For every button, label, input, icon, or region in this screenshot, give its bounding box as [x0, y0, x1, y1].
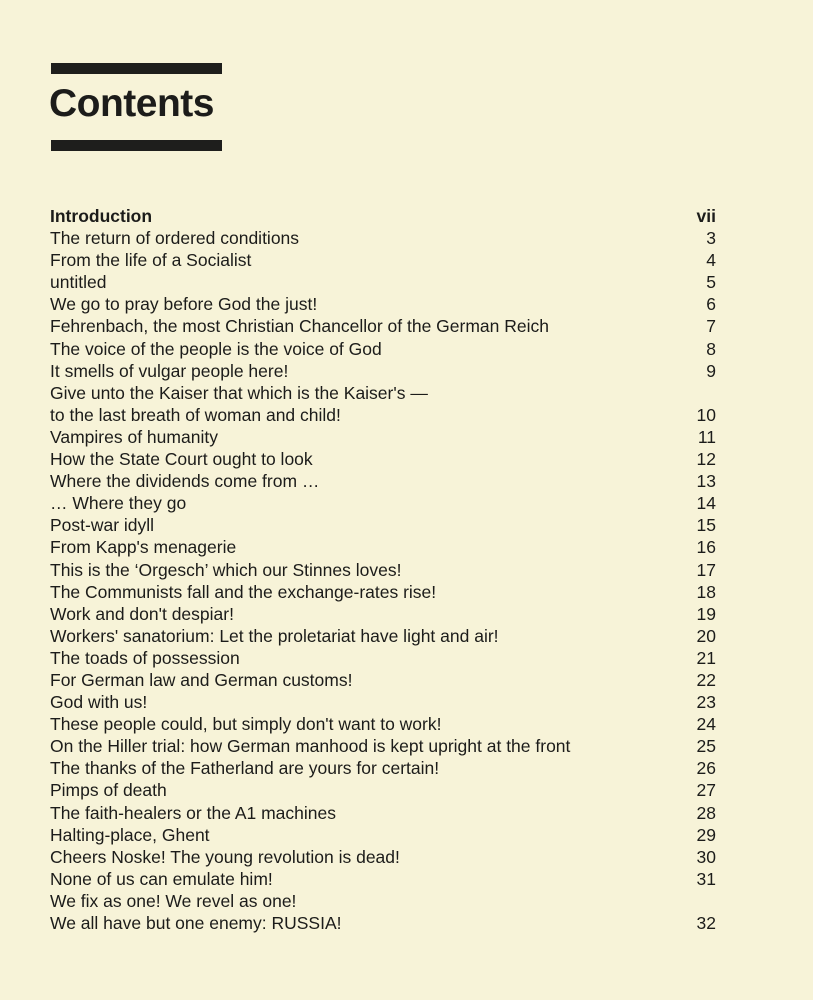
toc-entry-page-number: 28: [696, 802, 716, 823]
toc-entry: [50, 227, 716, 249]
toc-entry-title: Fehrenbach, the most Christian Chancellor of the German Reich: [50, 316, 549, 337]
toc-entry: [50, 492, 716, 514]
toc-entry-title: Work and don't despiar!: [50, 603, 234, 624]
page-title: Contents: [49, 82, 214, 125]
toc-entry: [50, 912, 716, 934]
toc-entry-page-number: 4: [706, 250, 716, 271]
toc-entry-title: These people could, but simply don't want to work!: [50, 714, 442, 735]
toc-entry-title: We go to pray before God the just!: [50, 294, 318, 315]
toc-entry-title: It smells of vulgar people here!: [50, 360, 289, 381]
toc-entry-title: Post-war idyll: [50, 515, 155, 536]
toc-entry: [50, 581, 716, 603]
toc-entry-title: On the Hiller trial: how German manhood is kept upright at the front: [50, 736, 571, 757]
heading-rule-top: [51, 63, 222, 74]
toc-entry-title: From Kapp's menagerie: [50, 537, 237, 558]
toc-entry: [50, 868, 716, 890]
toc-entry-title: The toads of possession: [50, 647, 240, 668]
toc-entry: [50, 846, 716, 868]
toc-entry: [50, 824, 716, 846]
toc-entry: [50, 470, 716, 492]
toc-entry: [50, 338, 716, 360]
toc-entry-title: to the last breath of woman and child!: [50, 404, 341, 425]
toc-entry: [50, 802, 716, 824]
toc-entry-page-number: 26: [696, 758, 716, 779]
toc-entry-title: The faith-healers or the A1 machines: [50, 802, 336, 823]
toc-entry-page-number: 6: [706, 294, 716, 315]
toc-entry-page-number: 14: [696, 493, 716, 514]
toc-entry-page-number: 18: [696, 581, 716, 602]
toc-entry-page-number: 27: [696, 780, 716, 801]
toc-entry-page-number: 17: [696, 559, 716, 580]
heading-rule-bottom: [51, 140, 222, 151]
toc-entry: [50, 426, 716, 448]
toc-entry-page-number: 12: [696, 449, 716, 470]
toc-entry-page-number: 3: [706, 228, 716, 249]
toc-entry-page-number: 13: [696, 471, 716, 492]
toc-entry-page-number: 10: [696, 404, 716, 425]
toc-entry-page-number: 15: [696, 515, 716, 536]
toc-entry: [50, 404, 716, 426]
toc-entry-page-number: 22: [696, 669, 716, 690]
toc-entry: [50, 647, 716, 669]
toc-entry: [50, 382, 716, 404]
toc-entry: [50, 603, 716, 625]
toc-entry-title: The Communists fall and the exchange-rates rise!: [50, 581, 437, 602]
toc-entry: [50, 735, 716, 757]
toc-entry-title: Vampires of humanity: [50, 426, 218, 447]
toc-entry: [50, 271, 716, 293]
toc-entry-page-number: 23: [696, 692, 716, 713]
toc-entry: [50, 205, 716, 227]
toc-entry: [50, 779, 716, 801]
toc-entry-page-number: 29: [696, 824, 716, 845]
toc-entry-title: The return of ordered conditions: [50, 228, 300, 249]
toc-entry: [50, 293, 716, 315]
toc-entry: [50, 757, 716, 779]
toc-entry-title: How the State Court ought to look: [50, 449, 313, 470]
toc-entry-page-number: 30: [696, 846, 716, 867]
toc-entry: [50, 536, 716, 558]
toc-entry: [50, 448, 716, 470]
toc-entry-page-number: 8: [706, 338, 716, 359]
toc-entry-title: From the life of a Socialist: [50, 250, 252, 271]
toc-entry-title: We fix as one! We revel as one!: [50, 890, 297, 911]
toc-entry-title: Where the dividends come from …: [50, 471, 320, 492]
toc-entry: [50, 249, 716, 271]
toc-entry-title: Cheers Noske! The young revolution is dead!: [50, 846, 400, 867]
toc-entry: [50, 713, 716, 735]
toc-entry-title: For German law and German customs!: [50, 669, 353, 690]
toc-entry: [50, 360, 716, 382]
toc-entry: [50, 625, 716, 647]
toc-entry-title: Give unto the Kaiser that which is the Kaiser's —: [50, 382, 428, 403]
toc-entry-page-number: 25: [696, 736, 716, 757]
toc-entry-page-number: 19: [696, 603, 716, 624]
toc-entry: [50, 514, 716, 536]
toc-entry-page-number: 11: [697, 426, 716, 447]
toc-entry-page-number: 32: [696, 913, 716, 933]
toc-entry: [50, 890, 716, 912]
table-of-contents: [50, 205, 716, 934]
toc-entry-page-number: 16: [696, 537, 716, 558]
toc-entry-page-number: 5: [706, 272, 716, 293]
toc-entry: [50, 559, 716, 581]
toc-entry-title: Introduction: [50, 206, 153, 226]
toc-entry-page-number: 24: [696, 714, 716, 735]
toc-entry-title: The voice of the people is the voice of God: [50, 338, 382, 359]
toc-entry-title: Pimps of death: [50, 780, 167, 801]
toc-entry-page-number: 7: [706, 316, 716, 337]
toc-entry-title: untitled: [50, 272, 107, 293]
toc-entry: [50, 669, 716, 691]
toc-entry-title: God with us!: [50, 692, 148, 713]
toc-entry-title: We all have but one enemy: RUSSIA!: [50, 913, 342, 933]
toc-entry-page-number: vii: [696, 206, 716, 226]
toc-entry: [50, 315, 716, 337]
toc-entry: [50, 691, 716, 713]
toc-entry-title: Halting-place, Ghent: [50, 824, 210, 845]
toc-entry-page-number: 31: [696, 868, 716, 889]
toc-entry-page-number: 9: [706, 360, 716, 381]
toc-entry-title: The thanks of the Fatherland are yours for certain!: [50, 758, 440, 779]
toc-entry-page-number: 21: [696, 647, 716, 668]
toc-entry-title: Workers' sanatorium: Let the proletariat have light and air!: [50, 625, 499, 646]
toc-entry-page-number: 20: [696, 625, 716, 646]
toc-entry-title: This is the ‘Orgesch’ which our Stinnes loves!: [50, 559, 402, 580]
toc-entry-title: None of us can emulate him!: [50, 868, 273, 889]
toc-entry-title: … Where they go: [50, 493, 187, 514]
